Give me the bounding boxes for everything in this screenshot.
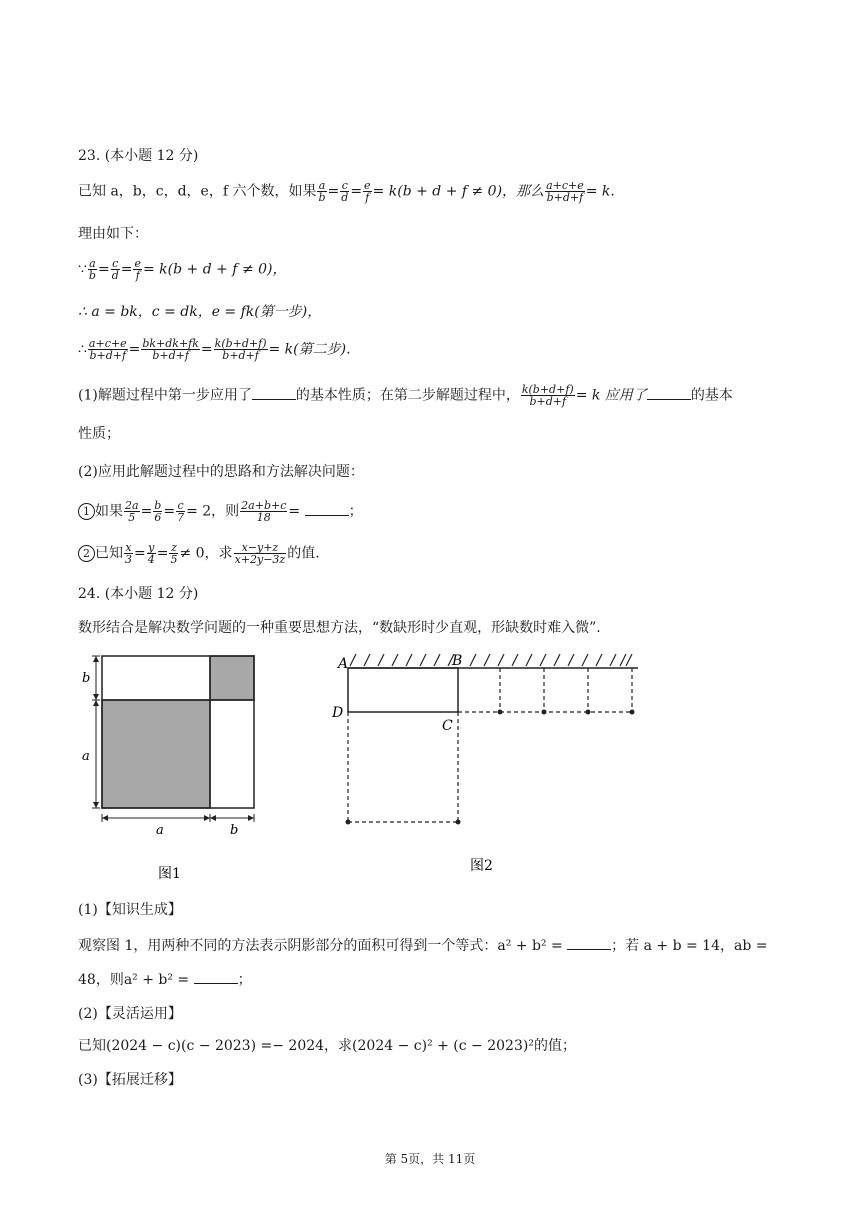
fig2-point-b: B [452, 653, 463, 669]
fig1-shaded-small [210, 656, 254, 700]
q23-part1-cont: 性质； [78, 426, 120, 442]
answer-blank[interactable] [194, 971, 238, 984]
q23-header: 23. (本小题 12 分) [78, 148, 199, 164]
answer-blank[interactable] [647, 387, 691, 400]
figure-1 [70, 648, 270, 888]
fig2-caption: 图2 [470, 858, 493, 874]
q24-header: 24. (本小题 12 分) [78, 586, 199, 602]
answer-blank[interactable] [305, 503, 349, 516]
page-footer: 第 5页，共 11页 [384, 1152, 476, 1166]
q23-step2: ∴ $\frac{a+c+e}{b+d+f}$ = $\frac{bk+dk+fk}{b+d+f}$ = $\frac{k(b+d+f)}{b+d+f}$ = k(第二步). [78, 337, 351, 362]
q23-step1: ∴ a = bk，c = dk，e = fk(第一步)， [78, 304, 322, 320]
q23-part1: (1)解题过程中第一步应用了 的基本性质；在第二步解题过程中， $\frac{k(b+d+f)}{b+d+f}$ = k 应用了 的基本 [78, 383, 733, 408]
q23-sub1: 1 如果 $\frac{2a}{5}$ = $\frac{b}{6}$ = $\frac{c}{7}$ = 2，则 $\frac{2a+b+c}{18}$ = ； [78, 500, 363, 523]
fig1-shaded-large [102, 700, 210, 808]
q24-part1-line2: 48，则a² + b² = ； [78, 972, 252, 988]
circled-number: 2 [78, 545, 95, 562]
fig1-label-b-left: b [82, 671, 91, 686]
fig1-label-b-bottom: b [230, 823, 239, 838]
fig1-label-a-left: a [82, 749, 90, 764]
answer-blank[interactable] [252, 387, 296, 400]
q23-reason: 理由如下： [78, 226, 148, 242]
q24-intro: 数形结合是解决数学问题的一种重要思想方法，“数缺形时少直观，形缺数时难入微”. [78, 620, 601, 636]
fig2-point-d: D [332, 705, 344, 721]
q24-part2-title: (2)【灵活运用】 [78, 1006, 182, 1022]
q24-part1-line1: 观察图 1，用两种不同的方法表示阴影部分的面积可得到一个等式：a² + b² = ；若 a + b = 14，ab = [78, 938, 768, 954]
q24-part2-text: 已知(2024 − c)(c − 2023) =− 2024，求(2024 − c)² + (c − 2023)²的值； [78, 1038, 576, 1054]
fig2-point-a: A [338, 656, 349, 672]
fig1-caption: 图1 [158, 866, 181, 882]
q23-step0: ∵ $\frac{a}{b}$ = $\frac{c}{d}$ = $\frac{e}{f}$ = k(b + d + f ≠ 0)， [78, 257, 287, 282]
q23-given: 已知 a，b，c，d，e，f 六个数，如果 $\frac{a}{b}$ = $\frac{c}{d}$ = $\frac{e}{f}$ = k(b + d + f ≠ 0)，那么 $\frac{a+c+e}{b+d+f}$ = k. [78, 179, 615, 204]
q24-part3-title: (3)【拓展迁移】 [78, 1072, 182, 1088]
answer-blank[interactable] [567, 937, 611, 950]
q23-sub2: 2 已知 $\frac{x}{3}$ = $\frac{y}{4}$ = $\frac{z}{5}$ ≠ 0，求 $\frac{x-y+z}{x+2y-3z}$ 的值. [78, 542, 320, 565]
circled-number: 1 [78, 503, 95, 520]
figure-2 [320, 648, 660, 878]
fig2-point-c: C [442, 718, 453, 734]
q23-part2: (2)应用此解题过程中的思路和方法解决问题： [78, 464, 364, 480]
q24-part1-title: (1)【知识生成】 [78, 902, 182, 918]
fig2-rect-abcd [348, 668, 458, 712]
fig1-label-a-bottom: a [156, 823, 164, 838]
